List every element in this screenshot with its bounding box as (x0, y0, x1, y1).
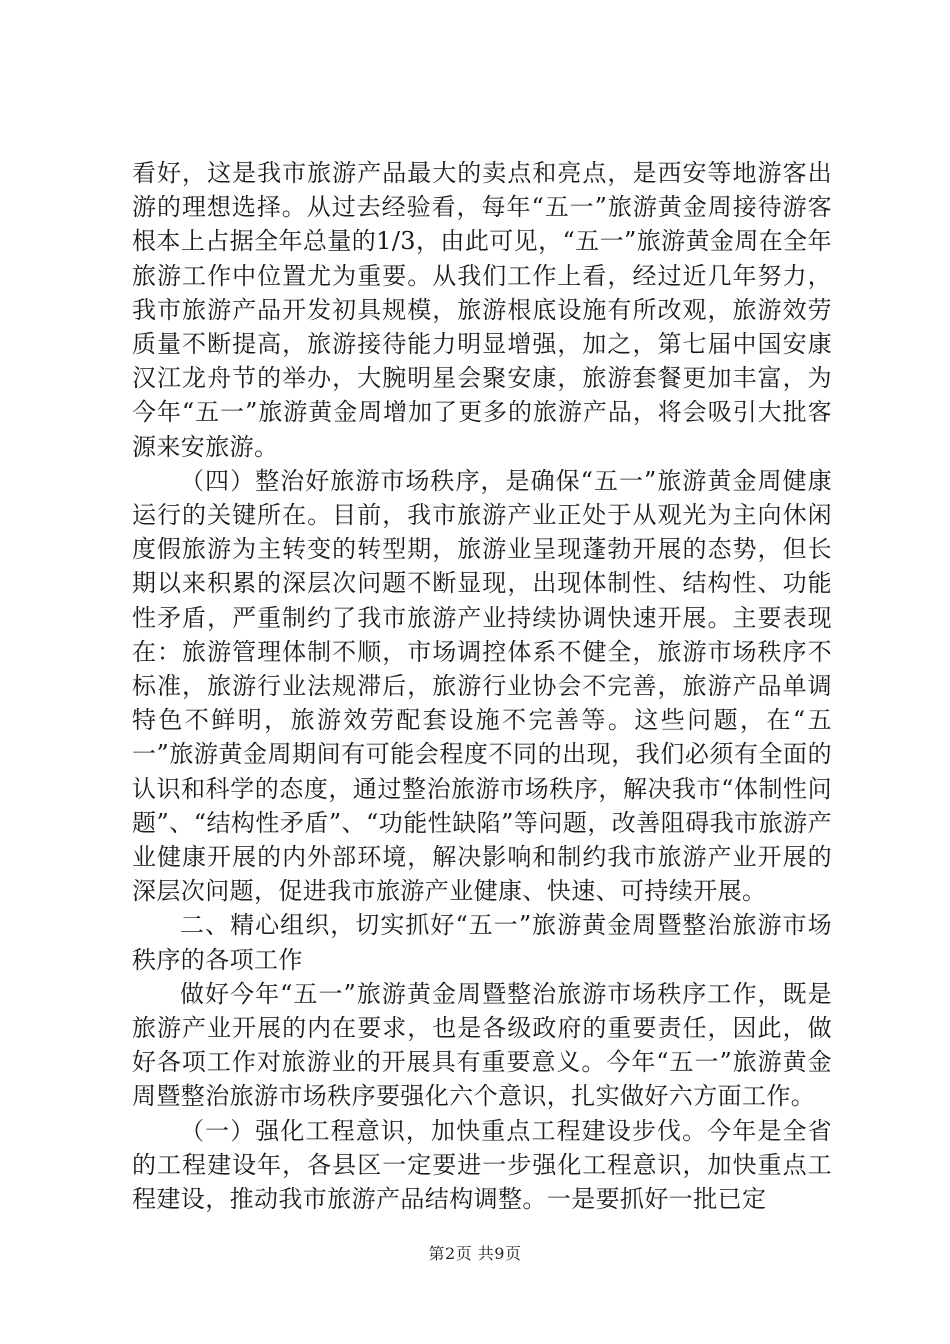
paragraph-1: 看好，这是我市旅游产品最大的卖点和亮点，是西安等地游客出游的理想选择。从过去经验看，每年“五一”旅游黄金周接待游客根本上占据全年总量的1/3，由此可见，“五一”旅游黄金周在全年旅游工作中位置尤为重要。从我们工作上看，经过近几年努力，我市旅游产品开发初具规模，旅游根底设施有所改观，旅游效劳质量不断提高，旅游接待能力明显增强，加之，第七届中国安康汉江龙舟节的举办，大腕明星会聚安康，旅游套餐更加丰富，为今年“五一”旅游黄金周增加了更多的旅游产品，将会吸引大批客源来安旅游。 (132, 159, 832, 461)
paragraph-3: 做好今年“五一”旅游黄金周暨整治旅游市场秩序工作，既是旅游产业开展的内在要求，也是各级政府的重要责任，因此，做好各项工作对旅游业的开展具有重要意义。今年“五一”旅游黄金周暨整治旅游市场秩序要强化六个意识，扎实做好六方面工作。 (132, 979, 832, 1111)
section-heading-2: 二、精心组织，切实抓好“五一”旅游黄金周暨整治旅游市场秩序的各项工作 (132, 911, 832, 974)
document-body (132, 156, 832, 1216)
page-number-footer: 第2页 共9页 (428, 1244, 522, 1263)
paragraph-4: （一）强化工程意识，加快重点工程建设步伐。今年是全省的工程建设年，各县区一定要进一步强化工程意识，加快重点工程建设，推动我市旅游产品结构调整。一是要抓好一批已定 (132, 1116, 832, 1214)
paragraph-2: （四）整治好旅游市场秩序，是确保“五一”旅游黄金周健康运行的关键所在。目前，我市旅游产业正处于从观光为主向休闲度假旅游为主转变的转型期，旅游业呈现蓬勃开展的态势，但长期以来积累的深层次问题不断显现，出现体制性、结构性、功能性矛盾，严重制约了我市旅游产业持续协调快速开展。主要表现在：旅游管理体制不顺，市场调控体系不健全，旅游市场秩序不标准，旅游行业法规滞后，旅游行业协会不完善，旅游产品单调特色不鲜明，旅游效劳配套设施不完善等。这些问题，在“五一”旅游黄金周期间有可能会程度不同的出现，我们必须有全面的认识和科学的态度，通过整治旅游市场秩序，解决我市“体制性问题”、“结构性矛盾”、“功能性缺陷”等问题，改善阻碍我市旅游产业健康开展的内外部环境，解决影响和制约我市旅游产业开展的深层次问题，促进我市旅游产业健康、快速、可持续开展。 (132, 466, 832, 906)
